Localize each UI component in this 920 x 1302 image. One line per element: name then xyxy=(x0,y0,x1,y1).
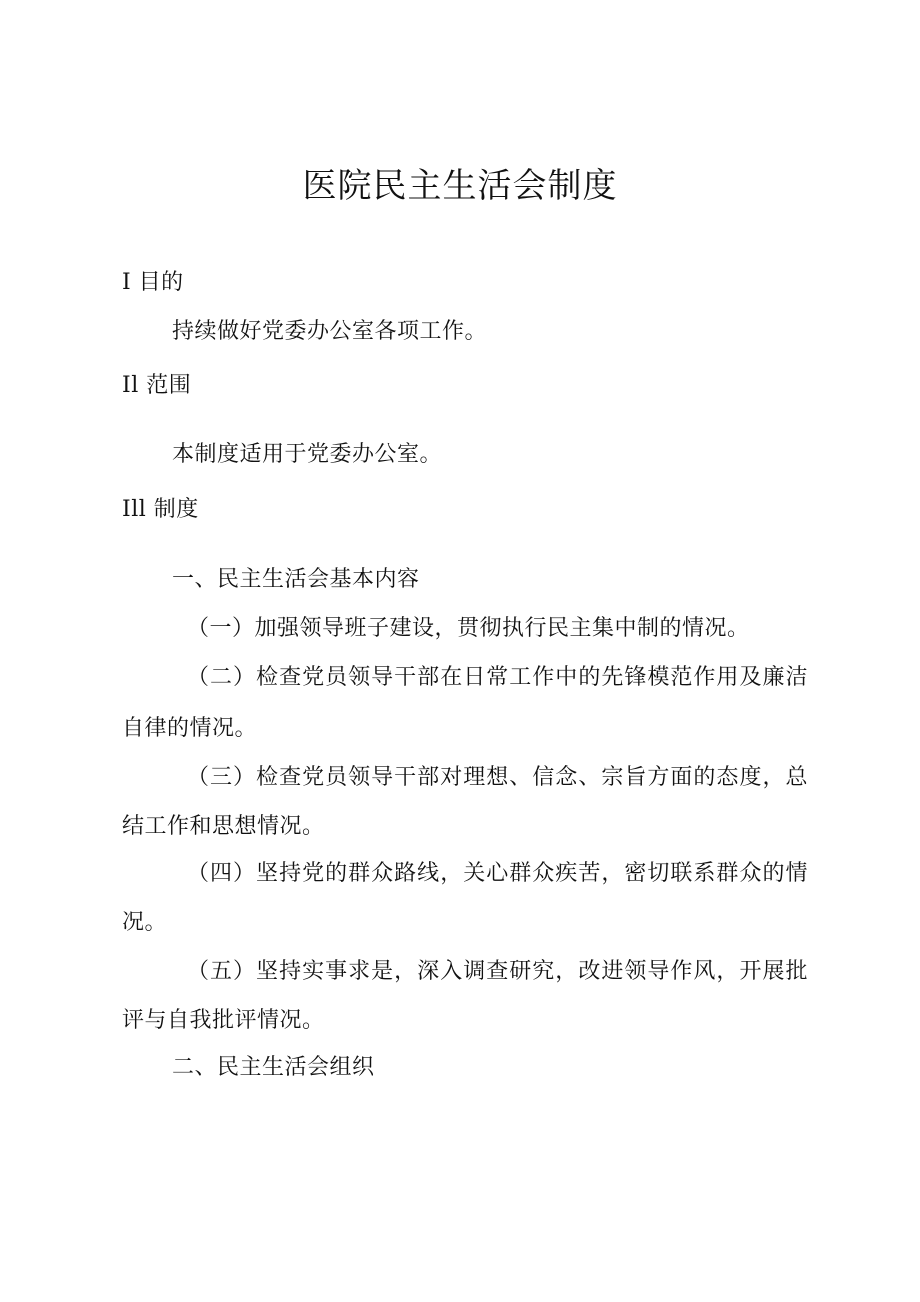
part1-item-5-line-2: 评与自我批评情况。 xyxy=(122,1008,325,1033)
part2-heading: 二、民主生活会组织 xyxy=(172,1055,375,1080)
part1-item-2-line-2: 自律的情况。 xyxy=(122,716,258,741)
section-heading-purpose: I 目的 xyxy=(122,270,184,295)
section-heading-policy: Ill 制度 xyxy=(122,497,199,522)
part1-item-3-line-2: 结工作和思想情况。 xyxy=(122,814,325,839)
part1-item-4-line-2: 况。 xyxy=(122,910,168,935)
part1-item-2-line-1: （二）检查党员领导干部在日常工作中的先锋模范作用及廉洁 xyxy=(187,665,808,690)
section-body-scope: 本制度适用于党委办公室。 xyxy=(172,442,443,467)
section-heading-scope: Il 范围 xyxy=(122,373,192,398)
part1-item-5-line-1: （五）坚持实事求是，深入调查研究，改进领导作风，开展批 xyxy=(187,959,808,984)
section-body-purpose: 持续做好党委办公室各项工作。 xyxy=(172,319,488,344)
document-title: 医院民主生活会制度 xyxy=(302,166,618,206)
part1-heading: 一、民主生活会基本内容 xyxy=(172,567,420,592)
part1-item-3-line-1: （三）检查党员领导干部对理想、信念、宗旨方面的态度，总 xyxy=(187,765,808,790)
part1-item-1: （一）加强领导班子建设，贯彻执行民主集中制的情况。 xyxy=(187,616,750,641)
part1-item-4-line-1: （四）坚持党的群众路线，关心群众疾苦，密切联系群众的情 xyxy=(187,861,808,886)
